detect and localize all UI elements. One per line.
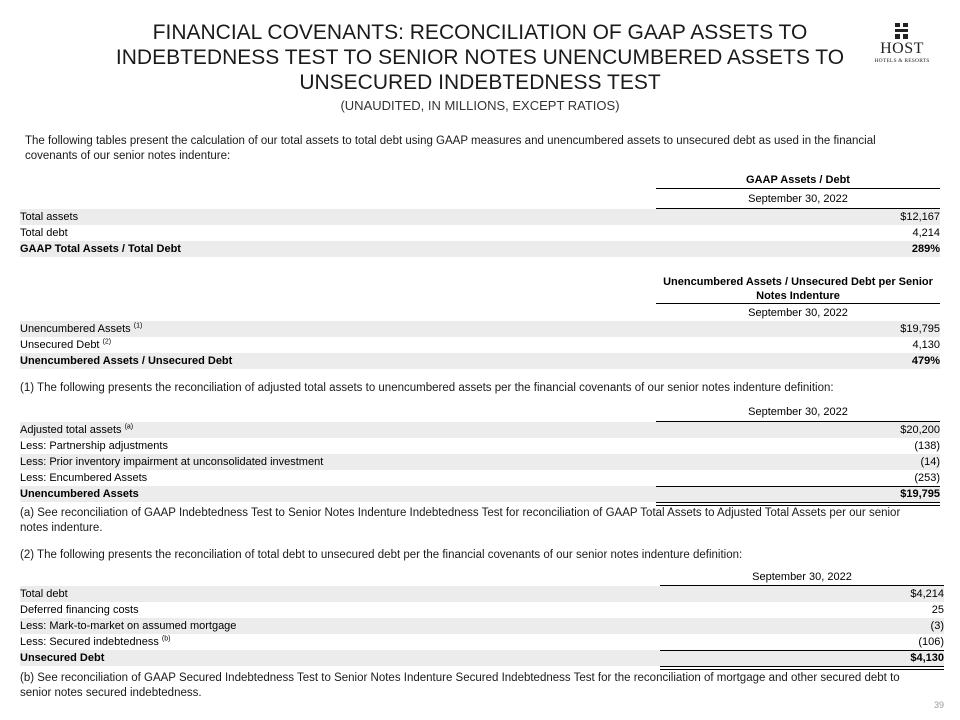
logo-name: HOST: [880, 40, 924, 57]
table-row: [20, 454, 940, 470]
table3-date: September 30, 2022: [748, 406, 848, 418]
table-row: [20, 337, 940, 353]
row-label-text: Unencumbered Assets: [20, 323, 131, 335]
table-row: [20, 586, 944, 602]
footnote-b: (b) See reconciliation of GAAP Secured Indebtedness Test to Senior Notes Indenture Secured Indebtedness Test for the reconciliation of mortgage and other secured debt to senior notes secured indebtedness.: [20, 672, 900, 699]
row-value: 289%: [911, 243, 940, 255]
table1-date: September 30, 2022: [748, 193, 848, 205]
row-value: $19,795: [900, 488, 940, 500]
table1: [20, 209, 940, 257]
row-value: (14): [920, 456, 940, 468]
row-value: (253): [914, 472, 940, 484]
row-label: Unsecured Debt: [20, 652, 105, 664]
row-label: [20, 634, 170, 650]
table-row: [20, 602, 944, 618]
row-value: $20,200: [900, 424, 940, 436]
table1-header: GAAP Assets / Debt: [746, 174, 850, 186]
row-label: Unencumbered Assets: [20, 488, 139, 500]
row-value: 4,214: [912, 227, 940, 239]
footnote-ref: (1): [133, 322, 143, 330]
row-value: (138): [914, 440, 940, 452]
table2-date: September 30, 2022: [748, 307, 848, 319]
table4-date: September 30, 2022: [752, 571, 852, 583]
footnote-ref: (b): [161, 635, 171, 643]
page-title: FINANCIAL COVENANTS: RECONCILIATION OF GAAP ASSETS TO INDEBTEDNESS TEST TO SENIOR NOTES UNENCUMBERED ASSETS TO UNSECURED INDEBTEDNESS TEST: [115, 21, 845, 94]
table-row-total: [20, 353, 940, 369]
row-value: $4,214: [910, 588, 944, 600]
table-row: [20, 209, 940, 225]
row-label-text: Adjusted total assets: [20, 424, 122, 436]
host-logo-icon: [894, 22, 910, 40]
table-row-total: [20, 486, 940, 502]
row-label-text: Less: Secured indebtedness: [20, 636, 159, 648]
row-label: [20, 422, 133, 438]
table-row: [20, 470, 940, 486]
row-value: 25: [931, 604, 944, 616]
table-row: [20, 225, 940, 241]
table4-total-double-rule: [660, 666, 944, 670]
host-logo: [862, 22, 942, 65]
page-number: 39: [933, 700, 944, 710]
table-row: [20, 321, 940, 337]
table2-header: Unencumbered Assets / Unsecured Debt per Senior Notes Indenture: [663, 276, 933, 302]
row-label: Total assets: [20, 211, 79, 223]
row-label: Deferred financing costs: [20, 604, 139, 616]
row-label: Less: Encumbered Assets: [20, 472, 148, 484]
table-row-total: [20, 241, 940, 257]
row-label: [20, 321, 142, 337]
table2: [20, 321, 940, 369]
logo-tagline: HOTELS & RESORTS: [874, 58, 930, 64]
row-value: $12,167: [900, 211, 940, 223]
row-label: Total debt: [20, 588, 68, 600]
row-label-text: Unsecured Debt: [20, 339, 100, 351]
intro-paragraph: The following tables present the calculation of our total assets to total debt using GAAP measures and unencumbered assets to unsecured debt as used in the financial covenants of our senior notes indenture:: [25, 135, 876, 162]
row-value: $4,130: [910, 652, 944, 664]
row-label: Total debt: [20, 227, 68, 239]
table3-subtotal-rule: [656, 486, 940, 487]
note1-paragraph: (1) The following presents the reconciliation of adjusted total assets to unencumbered assets per the financial covenants of our senior notes indenture definition:: [20, 382, 834, 394]
table-row: [20, 438, 940, 454]
footnote-ref: (a): [124, 423, 134, 431]
row-label: [20, 337, 111, 353]
row-label: GAAP Total Assets / Total Debt: [20, 243, 181, 255]
note2-paragraph: (2) The following presents the reconciliation of total debt to unsecured debt per the financial covenants of our senior notes indenture definition:: [20, 549, 743, 561]
row-value: 479%: [911, 355, 940, 367]
table-row: [20, 634, 944, 650]
page-subtitle: (UNAUDITED, IN MILLIONS, EXCEPT RATIOS): [340, 98, 620, 113]
row-label: Unencumbered Assets / Unsecured Debt: [20, 355, 233, 367]
table1-header-rule: [656, 188, 940, 189]
table3: [20, 422, 940, 502]
table-row: [20, 618, 944, 634]
footnote-a: (a) See reconciliation of GAAP Indebtedness Test to Senior Notes Indenture Indebtedness Test for reconciliation of GAAP Total Assets to Adjusted Total Assets per our senior notes indenture.: [20, 507, 901, 534]
table4-subtotal-rule: [660, 650, 944, 651]
row-value: 4,130: [912, 339, 940, 351]
row-value: (3): [930, 620, 944, 632]
row-label: Less: Partnership adjustments: [20, 440, 168, 452]
row-value: $19,795: [900, 323, 940, 335]
table4: [20, 586, 944, 666]
footnote-ref: (2): [102, 338, 112, 346]
row-value: (106): [918, 636, 944, 648]
table2-header-rule: [656, 303, 940, 304]
table-row-total: [20, 650, 944, 666]
row-label: Less: Mark-to-market on assumed mortgage: [20, 620, 237, 632]
row-label: Less: Prior inventory impairment at unconsolidated investment: [20, 456, 324, 468]
table-row: [20, 422, 940, 438]
